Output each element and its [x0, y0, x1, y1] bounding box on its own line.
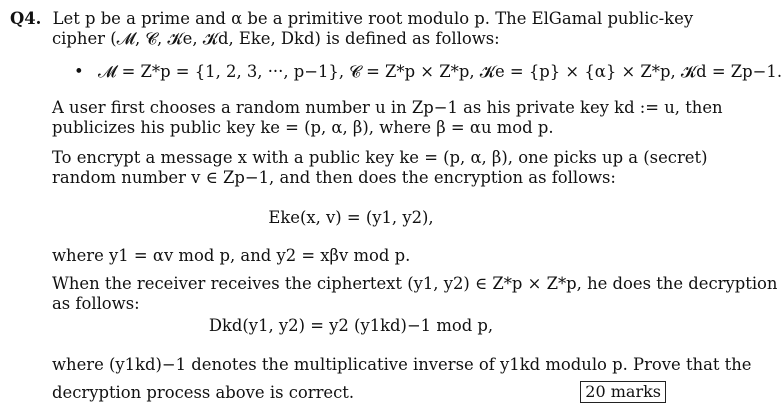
paragraph-1-line-1: A user first chooses a random number u in Zp−1 as his private key kd := u, then: [52, 98, 723, 117]
final-line-1: where (y1kd)−1 denotes the multiplicative inverse of y1kd modulo p. Prove that the: [52, 355, 752, 374]
paragraph-1-line-2: publicizes his public key ke = (p, α, β), where β = αu mod p.: [52, 118, 554, 137]
decryption-formula: Dkd(y1, y2) = y2 (y1kd)−1 mod p,: [208, 316, 494, 335]
marks-box: 20 marks: [580, 381, 666, 403]
bullet-marker: •: [74, 62, 84, 81]
encryption-formula: Eke(x, v) = (y1, y2),: [268, 208, 434, 227]
definition-bullet: [74, 62, 782, 82]
intro-text-1: Let p be a prime and α be a primitive root modulo p. The ElGamal public-key: [52, 9, 694, 28]
bullet-text: 𝓜 = Z*p = {1, 2, 3, ···, p−1}, 𝓒 = Z*p × Z*p, 𝓚e = {p} × {α} × Z*p, 𝓚d = Zp−1.: [98, 62, 782, 81]
question-label: Q4.: [10, 9, 42, 28]
paragraph-3-line-1: When the receiver receives the ciphertext (y1, y2) ∈ Z*p × Z*p, he does the decryption: [52, 274, 778, 293]
question-intro-line-1: [10, 9, 694, 29]
where-line: where y1 = αv mod p, and y2 = xβv mod p.: [52, 246, 411, 265]
paragraph-3-line-2: as follows:: [52, 294, 140, 313]
final-line-2: decryption process above is correct.: [52, 383, 355, 402]
paragraph-2-line-1: To encrypt a message x with a public key ke = (p, α, β), one picks up a (secret): [52, 148, 708, 167]
question-intro-line-2: cipher (𝓜, 𝓒, 𝓚e, 𝓚d, Eke, Dkd) is defined as follows:: [52, 29, 500, 48]
paragraph-2-line-2: random number v ∈ Zp−1, and then does the encryption as follows:: [52, 168, 616, 187]
